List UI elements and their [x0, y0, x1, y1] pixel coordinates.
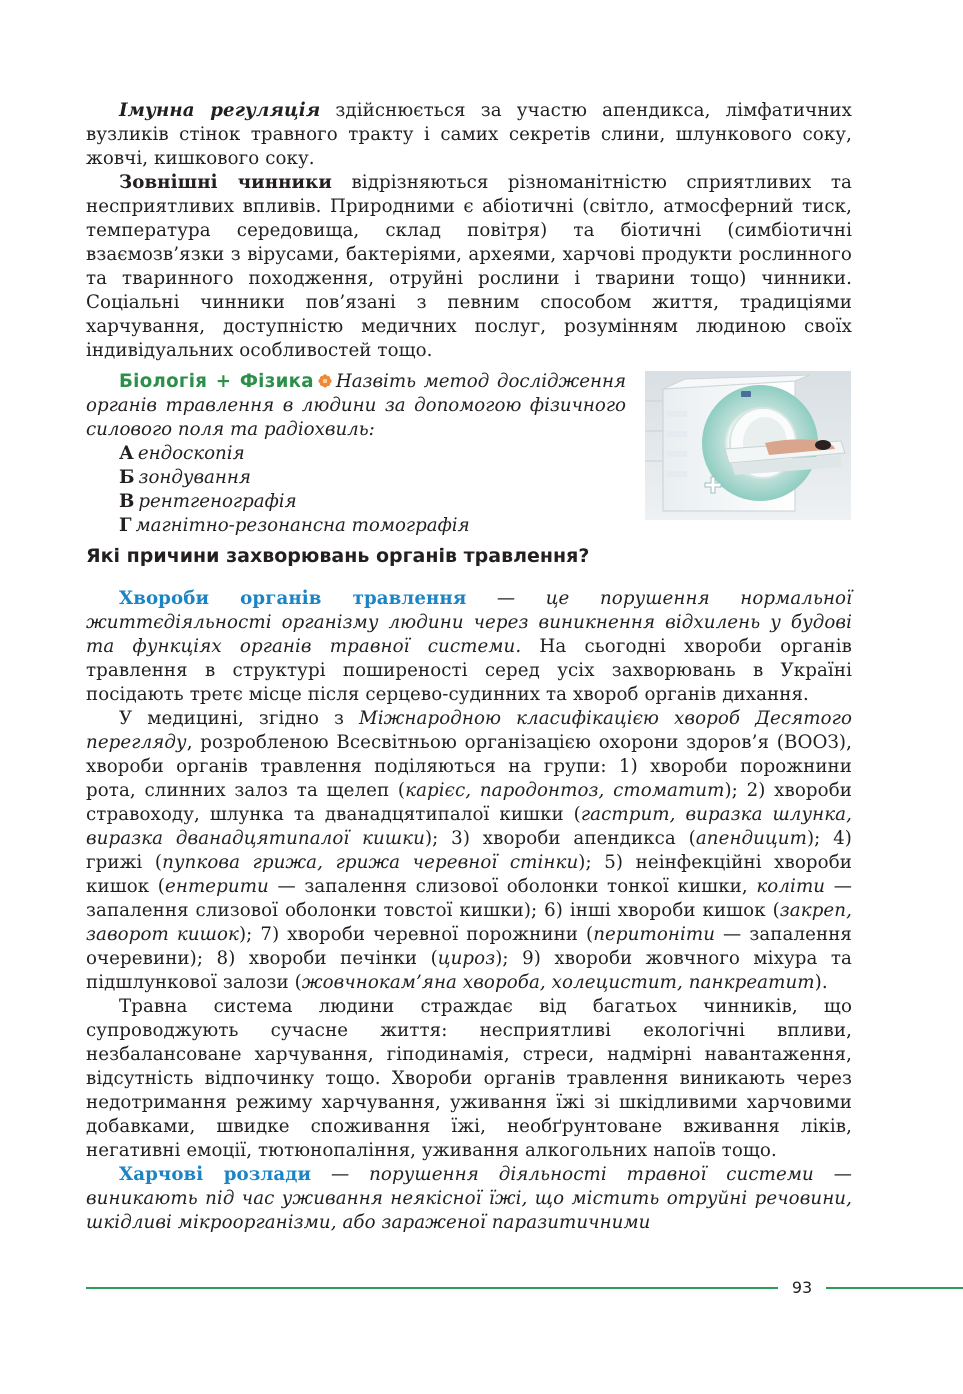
text-run: ); 7) хвороби черевної порожнини (: [238, 924, 594, 945]
quiz-question: [86, 370, 626, 442]
option-letter: В: [119, 491, 135, 512]
intro-text-block: [86, 99, 852, 363]
paragraph-who-classification: [86, 707, 852, 995]
quiz-tag: Біологія + Фізика: [119, 371, 314, 392]
paragraph-text: відрізняються різноманітністю сприятливих та несприятливих впливів. Природними є абіотичні (світло, атмосферний тиск, температура середовища, склад повітря) та біотичні (симбіотичні взаємозв’язки з вірусами, бактеріями, археями, харчові продукти рослинного та тваринного походження, отруйні рослини і тварини тощо) чинники. Соціальні чинники пов’язані з певним способом життя, традиціями харчування, доступністю медичних послуг, розумінням людиною своїх індивідуальних особливостей тощо.: [86, 172, 852, 361]
paragraph-food-disorders: [86, 1163, 852, 1235]
text-run: ); 4) грижі (: [86, 828, 853, 873]
italic-run: апендицит: [695, 828, 807, 849]
diseases-text-block: [86, 587, 852, 1235]
italic-run: перитоніти: [593, 924, 716, 945]
term-external-factors: Зовнішні чинники: [119, 172, 332, 193]
term-immune-regulation: Імунна регуляція: [119, 100, 321, 121]
option-letter: Г: [119, 515, 132, 536]
option-letter: А: [119, 443, 134, 464]
option-text: ендоскопія: [137, 443, 245, 464]
option-text: магнітно-резонансна томографія: [135, 515, 470, 536]
flower-icon: [318, 374, 332, 388]
text-run: ); 5) неінфекційні хвороби кишок (: [86, 852, 852, 897]
quiz-option-d[interactable]: [86, 514, 626, 538]
footer-rule-left: [86, 1287, 778, 1289]
quiz-option-c[interactable]: [86, 490, 626, 514]
paragraph-causes: Травна система людини страждає від багатьох чинників, що супроводжують сучасне життя: несприятливі екологічні впливи, незбалансоване харчування, гіподинамія, стреси, надмірні навантаження, відсутність відпочинку тощо. Хвороби органів травлення виникають через недотримання режиму харчування, уживання їжі зі шкідливими харчовими добавками, швидке споживання їжі, необґрунтоване вживання ліків, негативні емоції, тютюнопаління, уживання алкогольних напоїв тощо.: [86, 996, 852, 1161]
section-heading: Які причини захворювань органів травлення?: [86, 545, 590, 567]
italic-run: Міжнародною класифікацією хвороб Десятого перегляду: [86, 708, 853, 753]
text-run: — запалення слизової оболонки тонкої кишки,: [268, 876, 757, 897]
paragraph-text: здійснюється за участю апендикса, лімфатичних вузликів стінок травного тракту і самих секретів слини, шлункового соку, жовчі, кишкового соку.: [86, 100, 852, 169]
italic-run: закреп, заворот кишок: [86, 900, 852, 945]
text-run: ); 2) хвороби стравоходу, шлунка та дванадцятипалої кишки (: [86, 780, 852, 825]
italic-run: жовчнокам’яна хвороба, холецистит, панкреатит: [301, 972, 815, 993]
text-run: — запалення очеревини); 8) хвороби печінки (: [86, 924, 853, 969]
text-run: ); 9) хвороби жовчного міхура та підшлункової залози (: [86, 948, 852, 993]
paragraph-immune-regulation: [86, 99, 852, 171]
text-run: ); 3) хвороби апендикса (: [424, 828, 696, 849]
italic-run: пупкова грижа, грижа черевної стінки: [162, 852, 579, 873]
italic-run: ентерити: [165, 876, 269, 897]
text-run: — запалення слизової оболонки товстої кишки); 6) інші хвороби кишок (: [86, 876, 852, 921]
biology-physics-quiz: [86, 370, 626, 538]
term-food-disorders: Харчові розлади: [119, 1164, 312, 1185]
option-text: зондування: [138, 467, 251, 488]
paragraph-text: На сьогодні хвороби органів травлення в структурі поширеності серед усіх захворювань в Україні посідають третє місце після серцево-судинних та хвороб органів дихання.: [86, 636, 852, 705]
mri-scanner-image: [645, 371, 851, 520]
text-run: , розробленою Всесвітньою організацією охорони здоров’я (ВООЗ), хвороби органів травлення поділяються на групи: 1) хвороби порожнини рота, слинних залоз та щелеп (: [86, 732, 852, 801]
quiz-option-a[interactable]: [86, 442, 626, 466]
definition-text: — порушення діяльності травної системи — виникають під час уживання неякісної їжі, що містить отруйні речовини, шкідливі мікроорганізми, або зараженої паразитичними: [86, 1164, 852, 1233]
quiz-option-b[interactable]: [86, 466, 626, 490]
italic-run: карієс, пародонтоз, стоматит: [405, 780, 725, 801]
page-number: 93: [791, 1278, 813, 1297]
italic-run: гастрит, виразка шлунка, виразка дванадцятипалої кишки: [86, 804, 852, 849]
paragraph-external-factors: [86, 171, 852, 363]
italic-run: коліти: [756, 876, 826, 897]
text-run: У медицині, згідно з: [119, 708, 360, 729]
definition-text: — це порушення нормальної життєдіяльності організму людини через виникнення відхилень у будові та функціях органів травної системи.: [86, 588, 852, 657]
text-run: ).: [814, 972, 828, 993]
italic-run: цироз: [437, 948, 496, 969]
term-digestive-diseases: Хвороби органів травлення: [119, 588, 467, 609]
footer-rule-right: [826, 1287, 963, 1289]
paragraph-digestive-diseases-definition: [86, 587, 852, 707]
option-letter: Б: [119, 467, 135, 488]
option-text: рентгенографія: [138, 491, 297, 512]
quiz-question-text: Назвіть метод дослідження органів травлення в людини за допомогою фізичного силового поля та радіохвиль:: [86, 371, 626, 440]
